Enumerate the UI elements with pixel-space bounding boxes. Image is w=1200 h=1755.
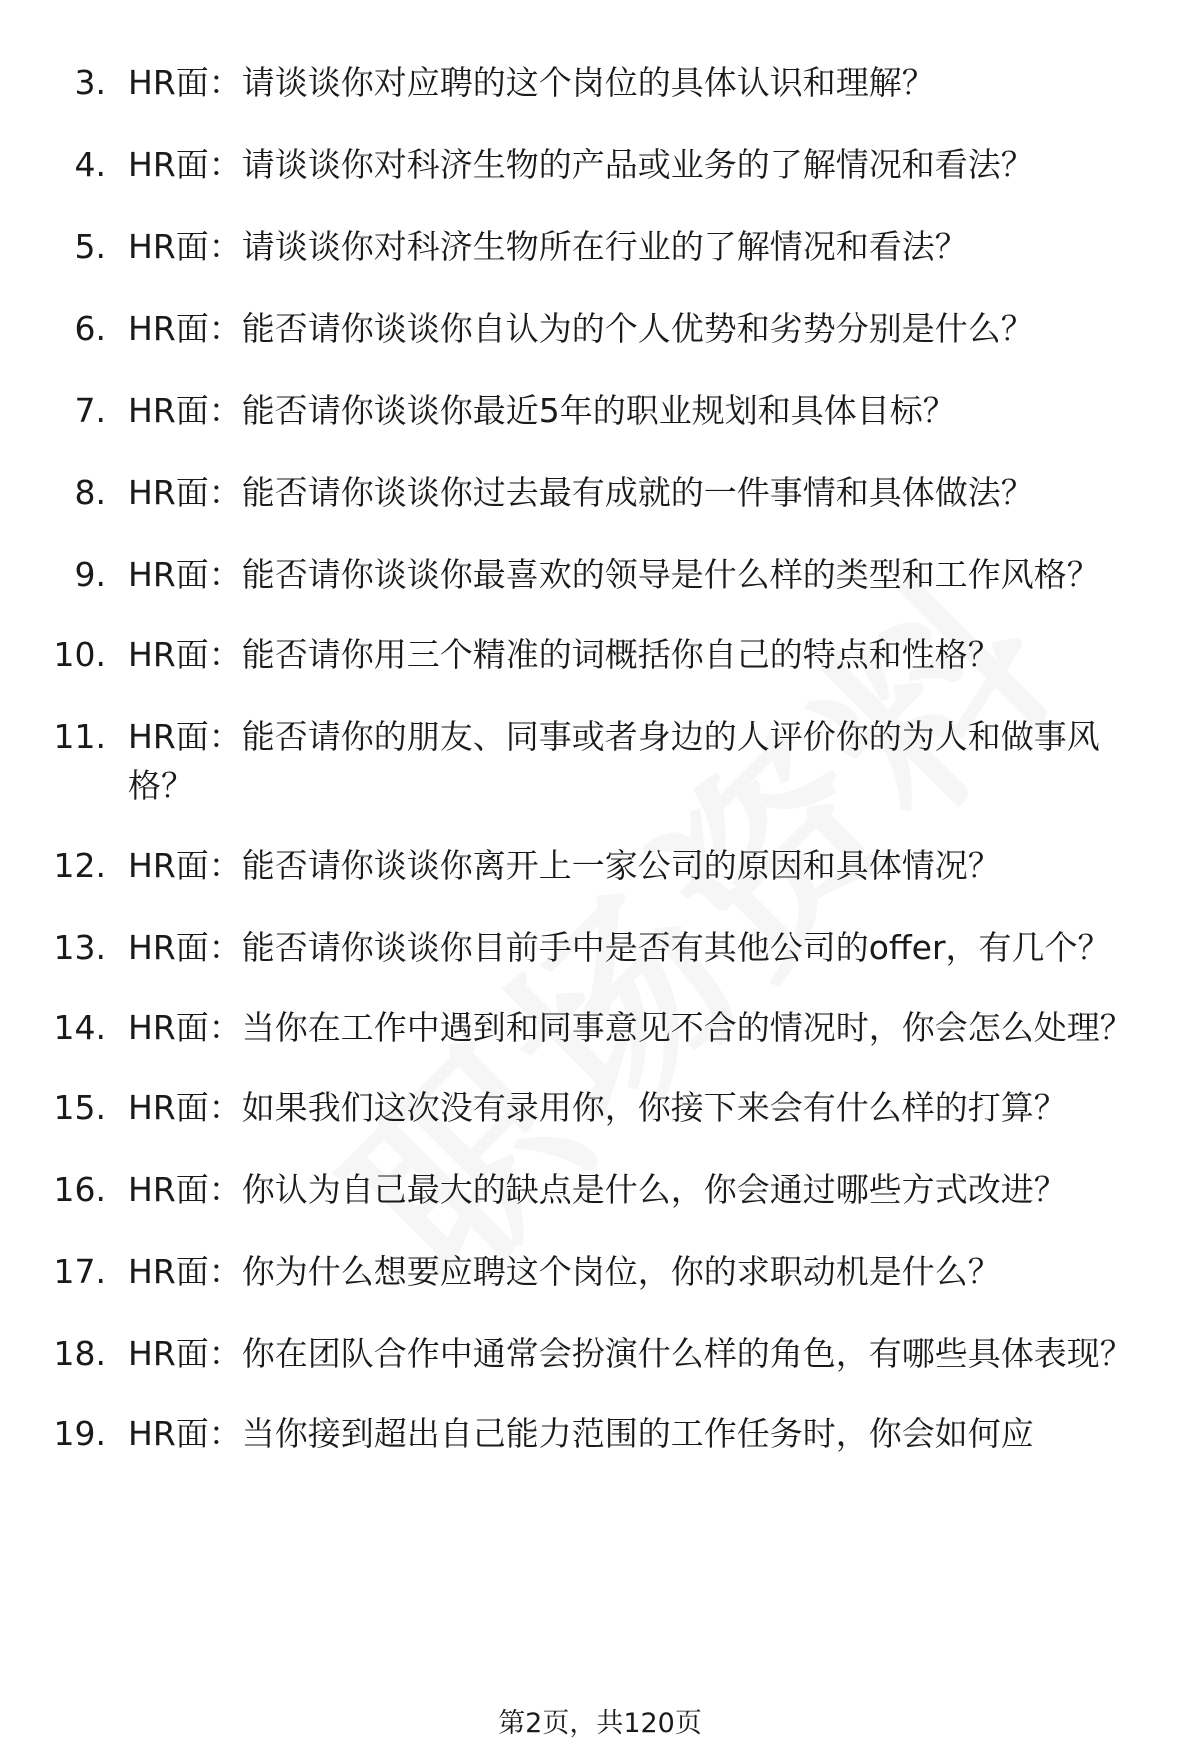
item-number: 16. (53, 1170, 106, 1209)
item-number: 7. (74, 391, 106, 430)
list-item (0, 386, 1200, 435)
item-text: HR面：你认为自己最大的缺点是什么，你会通过哪些方式改进？ (128, 1170, 1067, 1209)
list-item (0, 304, 1200, 353)
item-number: 14. (53, 1008, 106, 1047)
item-text: HR面：请谈谈你对科济生物所在行业的了解情况和看法？ (128, 227, 968, 266)
item-number: 11. (53, 717, 106, 756)
item-number: 18. (53, 1334, 106, 1373)
item-text: HR面：能否请你谈谈你过去最有成就的一件事情和具体做法？ (128, 473, 1034, 512)
list-item (0, 1329, 1200, 1378)
item-number: 17. (53, 1252, 106, 1291)
list-item (0, 1409, 1200, 1458)
item-text: HR面：当你接到超出自己能力范围的工作任务时，你会如何应 (128, 1414, 1034, 1453)
item-text: HR面：能否请你用三个精准的词概括你自己的特点和性格？ (128, 635, 1001, 674)
item-number: 19. (53, 1414, 106, 1453)
list-item (0, 58, 1200, 107)
item-number: 4. (74, 145, 106, 184)
list-item (0, 630, 1200, 679)
list-item (0, 222, 1200, 271)
item-number: 15. (53, 1088, 106, 1127)
item-text: HR面：能否请你谈谈你目前手中是否有其他公司的offer，有几个？ (128, 928, 1111, 967)
list-item (0, 1247, 1200, 1296)
item-text: HR面：你在团队合作中通常会扮演什么样的角色，有哪些具体表现？ (128, 1334, 1133, 1373)
item-number: 10. (53, 635, 106, 674)
item-number: 5. (74, 227, 106, 266)
item-number: 12. (53, 846, 106, 885)
item-text: HR面：当你在工作中遇到和同事意见不合的情况时，你会怎么处理？ (128, 1008, 1133, 1047)
list-item (0, 923, 1200, 972)
item-text: HR面：请谈谈你对科济生物的产品或业务的了解情况和看法？ (128, 145, 1034, 184)
list-item (0, 1165, 1200, 1214)
item-text: HR面：能否请你谈谈你自认为的个人优势和劣势分别是什么？ (128, 309, 1034, 348)
item-number: 3. (74, 63, 106, 102)
list-item (0, 550, 1200, 599)
item-text: HR面：能否请你的朋友、同事或者身边的人评价你的为人和做事风格？ (128, 717, 1100, 805)
item-text: HR面：能否请你谈谈你最近5年的职业规划和具体目标？ (128, 391, 956, 430)
item-number: 13. (53, 928, 106, 967)
list-item (0, 140, 1200, 189)
item-number: 8. (74, 473, 106, 512)
list-item (0, 1003, 1200, 1052)
list-item (0, 468, 1200, 517)
item-number: 9. (74, 555, 106, 594)
list-item (0, 841, 1200, 890)
item-text: HR面：能否请你谈谈你最喜欢的领导是什么样的类型和工作风格？ (128, 555, 1100, 594)
item-text: HR面：请谈谈你对应聘的这个岗位的具体认识和理解？ (128, 63, 935, 102)
list-item (0, 1083, 1200, 1132)
question-list (0, 58, 1200, 1491)
item-text: HR面：你为什么想要应聘这个岗位，你的求职动机是什么？ (128, 1252, 1001, 1291)
page-footer: 第2页，共120页 (498, 1708, 702, 1739)
item-number: 6. (74, 309, 106, 348)
list-item (0, 712, 1200, 810)
item-text: HR面：能否请你谈谈你离开上一家公司的原因和具体情况？ (128, 846, 1001, 885)
item-text: HR面：如果我们这次没有录用你，你接下来会有什么样的打算？ (128, 1088, 1067, 1127)
